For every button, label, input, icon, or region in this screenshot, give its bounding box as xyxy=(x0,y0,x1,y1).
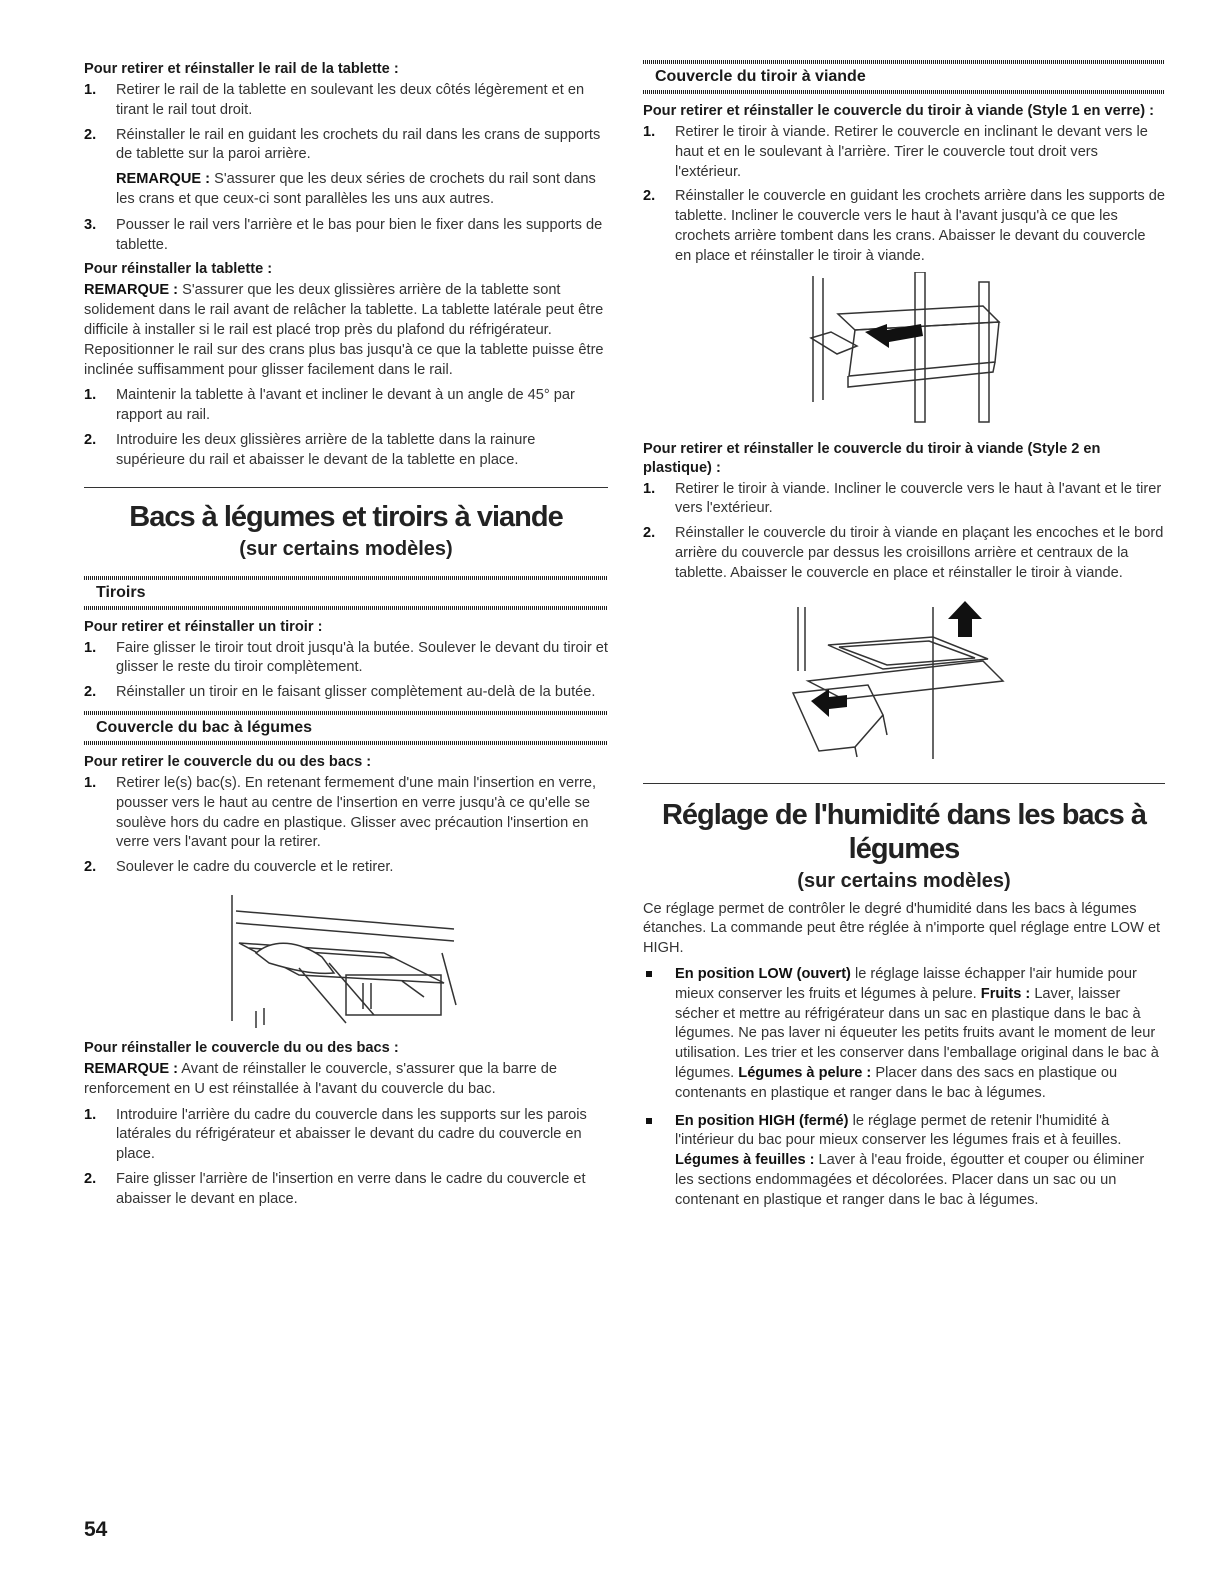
drawers-bar: Tiroirs xyxy=(96,583,146,601)
bins-title: Bacs à légumes et tiroirs à viande xyxy=(129,500,563,533)
rail-step-3: 3. Pousser le rail vers l'arrière et le bas pour bien le fixer dans les supports de tablette. xyxy=(84,216,603,253)
shelf-heading: Pour réinstaller la tablette : xyxy=(84,261,273,278)
humidity-title-2: légumes xyxy=(848,832,960,865)
meat-bar: Couvercle du tiroir à viande xyxy=(655,68,866,85)
cover-remove-step-1: 1. Retirer le(s) bac(s). En retenant fermement d'une main l'insertion en verre, pousser vers le haut au centre de l'insertion en verre jusqu'à ce qu'elle se soulève hors du cadre en plastique. Glisser avec précaution l'insertion en verre vers l'avant pour la retirer. xyxy=(84,774,597,851)
drawer-heading: Pour retirer et réinstaller un tiroir : xyxy=(84,618,323,635)
crisper-bar: Couvercle du bac à légumes xyxy=(96,718,313,736)
divider xyxy=(84,487,608,488)
cover-install-step-1: 1. Introduire l'arrière du cadre du couvercle dans les supports sur les parois latérales du réfrigérateur et abaisser le devant du cadre du couvercle en place. xyxy=(84,1106,587,1163)
crisper-cover-illustration xyxy=(84,883,608,1033)
bullet-square-icon xyxy=(646,1118,652,1124)
page-number: 54 xyxy=(84,1518,108,1541)
right-column xyxy=(643,60,1165,1219)
dotted-rule xyxy=(84,741,608,745)
left-column xyxy=(84,60,608,1215)
meat-drawer-glass-cover-illustration xyxy=(643,272,1165,432)
drawer-step-1: 1. Faire glisser le tiroir tout droit jusqu'à la butée. Soulever le devant du tiroir et glisser le reste du tiroir complètement. xyxy=(84,639,608,676)
rail-heading: Pour retirer et réinstaller le rail de la tablette : xyxy=(84,61,399,77)
cover-note: REMARQUE : Avant de réinstaller le couvercle, s'assurer que la barre de renforcement en U est réinstallée à l'avant du couvercle du bac. xyxy=(84,1060,557,1097)
drawer-step-2: 2. Réinstaller un tiroir en le faisant glisser complètement au-delà de la butée. xyxy=(84,684,596,701)
bullet-square-icon xyxy=(646,971,652,977)
high-position-bullet: En position HIGH (fermé) le réglage permet de retenir l'humidité à l'intérieur du bac pour mieux conserver les légumes frais et à feuilles. Légumes à feuilles : Laver à l'eau froide, égoutter et couper ou éliminer les sections endommagées et décolorées. Placer dans un sac ou un contenant en plastique et ranger dans le bac à légumes. xyxy=(643,1112,1165,1211)
dotted-rule xyxy=(84,711,608,715)
dotted-rule xyxy=(643,90,1165,94)
shelf-step-1: 1. Maintenir la tablette à l'avant et incliner le devant à un angle de 45° par rapport au rail. xyxy=(84,387,575,424)
glass-heading: Pour retirer et réinstaller le couvercle du tiroir à viande (Style 1 en verre) : xyxy=(643,103,1154,119)
bins-subtitle: (sur certains modèles) xyxy=(239,537,453,560)
rail-step-1: 1. Retirer le rail de la tablette en soulevant les deux côtés légèrement et en tirant le rail tout droit. xyxy=(84,82,585,118)
shelf-note: REMARQUE : S'assurer que les deux glissières arrière de la tablette sont solidement dans le rail avant de relâcher la tablette. La tablette latérale peut être difficile à installer si le rail est placé trop près du plafond du réfrigérateur. Repositionner le rail sur des crans plus bas jusqu'à ce que la tablette puisse être inclinée suffisamment pour glisser facilement dans le rail. xyxy=(84,282,604,378)
dotted-rule xyxy=(84,576,608,580)
glass-step-2: 2. Réinstaller le couvercle en guidant les crochets arrière dans les supports de tablette. Incliner le couvercle vers le haut à l'avant jusqu'à ce que les crochets arrière tombent dans les crans. Abaisser le devant du couvercle en place et réinstaller le tiroir à viande. xyxy=(643,188,1165,264)
humidity-subtitle: (sur certains modèles) xyxy=(797,869,1011,892)
rail-note: REMARQUE : S'assurer que les deux séries de crochets du rail sont dans les crans et que ceux-ci sont parallèles les uns aux autres. xyxy=(116,171,596,207)
low-position-bullet: En position LOW (ouvert) le réglage laisse échapper l'air humide pour mieux conserver les fruits et légumes à pelure. Fruits : Laver, laisser sécher et mettre au réfrigérateur dans un sac en plastique dans le bac à légumes. Ne pas laver ni équeuter les petits fruits avant le moment de leur utilisation. Les trier et les conserver dans l'emballage original dans le bac à légumes. Légumes à pelure : Placer dans des sacs en plastique ou contenants en plastique et ranger dans le bac à légumes. xyxy=(643,965,1165,1104)
shelf-step-2: 2. Introduire les deux glissières arrière de la tablette dans la rainure supérieure du rail et abaisser le devant de la tablette en place. xyxy=(84,431,536,468)
cover-install-step-2: 2. Faire glisser l'arrière de l'insertion en verre dans le cadre du couvercle et abaisser le devant en place. xyxy=(84,1170,586,1207)
plastic-step-1: 1. Retirer le tiroir à viande. Incliner le couvercle vers le haut à l'avant et le tirer vers l'extérieur. xyxy=(643,480,1162,517)
cover-remove-heading: Pour retirer le couvercle du ou des bacs : xyxy=(84,753,372,770)
plastic-heading: Pour retirer et réinstaller le couvercle du tiroir à viande (Style 2 en plastique) : xyxy=(643,440,1101,476)
dotted-rule xyxy=(84,606,608,610)
humidity-title-1: Réglage de l'humidité dans les bacs à xyxy=(661,798,1146,831)
dotted-rule xyxy=(643,60,1165,64)
meat-drawer-plastic-cover-illustration xyxy=(643,589,1165,759)
rail-step-2: 2. Réinstaller le rail en guidant les crochets du rail dans les crans de supports de tablette sur la paroi arrière. xyxy=(84,126,601,163)
cover-remove-step-2: 2. Soulever le cadre du couvercle et le retirer. xyxy=(84,859,394,876)
plastic-step-2: 2. Réinstaller le couvercle du tiroir à viande en plaçant les encoches et le bord arrière du couvercle par dessus les croisillons arrière et centraux de la tablette. Abaisser le couvercle en place et réinstaller le tiroir à viande. xyxy=(643,525,1164,581)
glass-step-1: 1. Retirer le tiroir à viande. Retirer le couvercle en inclinant le devant vers le haut et en le soulevant à l'arrière. Tirer le couvercle tout droit vers l'extérieur. xyxy=(643,124,1148,180)
humidity-intro: Ce réglage permet de contrôler le degré d'humidité dans les bacs à légumes étanches. La commande peut être réglée à n'importe quel réglage entre LOW et HIGH. xyxy=(643,900,1161,957)
divider xyxy=(643,783,1165,784)
cover-install-heading: Pour réinstaller le couvercle du ou des bacs : xyxy=(84,1039,399,1056)
